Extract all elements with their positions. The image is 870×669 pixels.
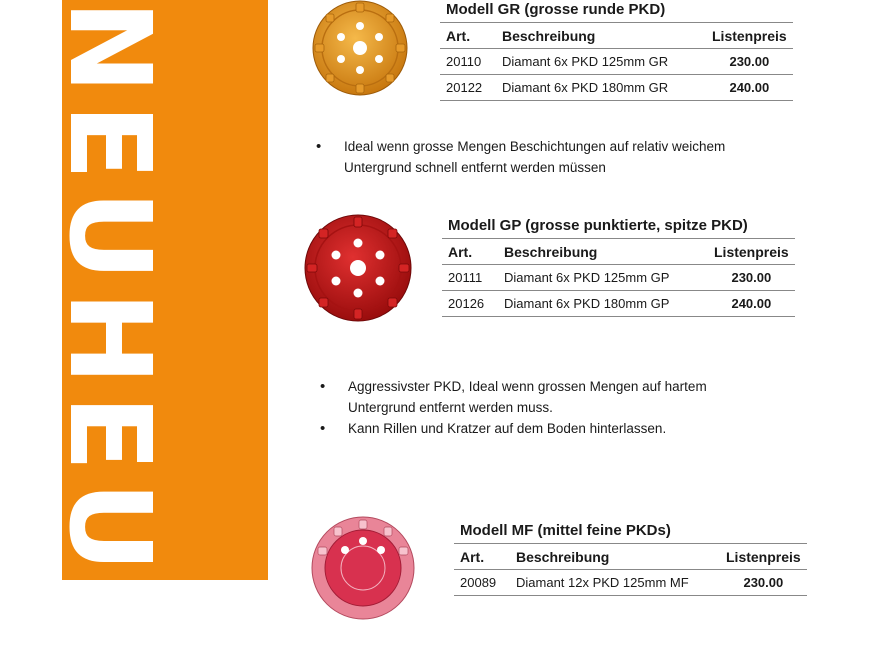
table-row — [442, 265, 795, 291]
product-mf — [454, 522, 807, 596]
cell-desc: Diamant 6x PKD 180mm GR — [502, 80, 669, 95]
bullet-list-gp — [318, 376, 718, 439]
product-title: Modell GR (grosse runde PKD) — [446, 1, 666, 18]
table-header-row — [454, 544, 807, 570]
cell-art: 20089 — [460, 575, 497, 590]
col-desc: Beschreibung — [502, 27, 596, 44]
cell-art: 20122 — [446, 80, 483, 95]
col-price: Listenpreis — [726, 548, 801, 565]
disc-mf-image — [310, 515, 416, 621]
price-table — [442, 238, 795, 317]
col-desc: Beschreibung — [504, 243, 598, 260]
cell-art: 20126 — [448, 296, 485, 311]
col-price: Listenpreis — [712, 27, 787, 44]
bullet-list-gr — [314, 136, 734, 178]
cell-price: 240.00 — [729, 80, 770, 95]
table-header-row — [442, 239, 795, 265]
col-art: Art. — [446, 27, 471, 44]
cell-art: 20110 — [446, 54, 482, 69]
cell-desc: Diamant 12x PKD 125mm MF — [516, 575, 689, 590]
disc-gr-image — [312, 0, 408, 100]
product-gp — [442, 217, 795, 317]
product-title: Modell MF (mittel feine PKDs) — [460, 522, 671, 539]
cell-price: 230.00 — [729, 54, 770, 69]
cell-art: 20111 — [448, 270, 483, 285]
table-row — [440, 75, 793, 101]
list-item: • Aggressivster PKD, Ideal wenn grossen Mengen auf hartem Untergrund entfernt werden muss. — [318, 376, 718, 418]
table-row — [454, 570, 807, 596]
cell-desc: Diamant 6x PKD 125mm GP — [504, 270, 670, 285]
price-table — [454, 543, 807, 596]
col-art: Art. — [448, 243, 473, 260]
list-item: • Ideal wenn grosse Mengen Beschichtungen auf relativ weichem Untergrund schnell entfernt werden müssen — [314, 136, 734, 178]
cell-price: 240.00 — [731, 296, 772, 311]
cell-price: 230.00 — [743, 575, 784, 590]
col-art: Art. — [460, 548, 485, 565]
table-row — [440, 49, 793, 75]
disc-gp-image — [303, 213, 413, 323]
cell-price: 230.00 — [731, 270, 772, 285]
cell-desc: Diamant 6x PKD 125mm GR — [502, 54, 669, 69]
cell-desc: Diamant 6x PKD 180mm GP — [504, 296, 670, 311]
product-title: Modell GP (grosse punktierte, spitze PKD) — [448, 217, 748, 234]
price-table — [440, 22, 793, 101]
list-item: • Kann Rillen und Kratzer auf dem Boden hinterlassen. — [318, 418, 718, 439]
product-gr — [440, 1, 793, 101]
banner-text: NEUHEUT — [44, 0, 174, 669]
col-price: Listenpreis — [714, 243, 789, 260]
table-header-row — [440, 23, 793, 49]
table-row — [442, 291, 795, 317]
col-desc: Beschreibung — [516, 548, 610, 565]
